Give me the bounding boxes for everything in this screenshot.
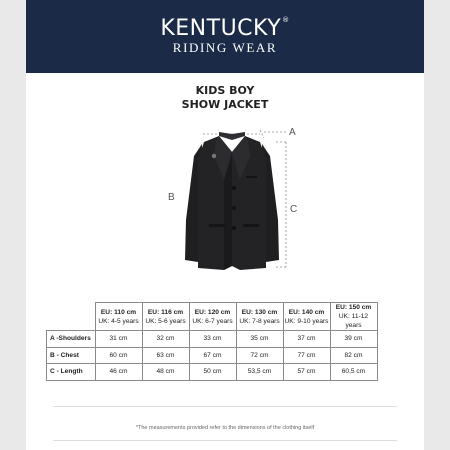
brand-subtitle: RIDING WEAR [172, 40, 278, 55]
divider [53, 406, 397, 407]
jacket-shape [185, 132, 279, 270]
size-column-header [189, 303, 236, 331]
table-row [47, 331, 378, 348]
table-cell: 82 cm [330, 347, 377, 364]
table-cell: 46 cm [95, 364, 142, 381]
eu-size: EU: 130 cm [241, 308, 278, 316]
table-cell: 39 cm [330, 331, 377, 348]
eu-size: EU: 150 cm [335, 304, 372, 311]
product-title [26, 84, 424, 112]
uk-size: UK: 11-12 years [338, 313, 369, 329]
dimension-label-c: C [290, 204, 298, 215]
uk-size: UK: 9-10 years [284, 317, 329, 325]
product-title-line2: SHOW JACKET [181, 98, 269, 111]
size-column-header [95, 303, 142, 331]
table-cell: 35 cm [236, 331, 283, 348]
size-table [46, 302, 378, 381]
uk-size: UK: 4-5 years [98, 317, 139, 325]
size-column-header [283, 303, 330, 331]
eu-size: EU: 140 cm [288, 308, 325, 316]
size-column-header [142, 303, 189, 331]
table-cell: 72 cm [236, 347, 283, 364]
footnote: *The measurements provided refer to the dimensions of the clothing itself [135, 425, 315, 431]
size-column-header [236, 303, 283, 331]
brand-name: KENTUCKY [160, 16, 282, 41]
table-cell: 60,5 cm [330, 364, 377, 381]
brand-logo [26, 16, 424, 41]
uk-size: UK: 5-6 years [145, 317, 186, 325]
jacket-illustration [26, 120, 424, 280]
table-row [47, 347, 378, 364]
product-title-line1: KIDS BOY [195, 84, 255, 97]
table-cell: 37 cm [283, 331, 330, 348]
row-label: A -Shoulders [47, 331, 96, 348]
table-cell: 77 cm [283, 347, 330, 364]
dimension-label-b: B [168, 192, 175, 203]
brand-header [26, 0, 424, 73]
table-cell: 50 cm [189, 364, 236, 381]
table-cell: 48 cm [142, 364, 189, 381]
registered-mark: ® [282, 16, 290, 24]
table-cell: 31 cm [95, 331, 142, 348]
eu-size: EU: 110 cm [100, 308, 137, 316]
divider [53, 440, 397, 441]
size-chart-sheet [26, 0, 424, 450]
jacket-figure [26, 120, 424, 280]
table-cell: 60 cm [95, 347, 142, 364]
dimension-label-a: A [289, 127, 296, 138]
table-cell: 33 cm [189, 331, 236, 348]
eu-size: EU: 116 cm [147, 308, 184, 316]
row-label: C - Length [47, 364, 96, 381]
size-table-corner [47, 303, 96, 331]
size-table-header-row [47, 303, 378, 331]
table-cell: 53,5 cm [236, 364, 283, 381]
table-cell: 67 cm [189, 347, 236, 364]
eu-size: EU: 120 cm [194, 308, 231, 316]
uk-size: UK: 6-7 years [192, 317, 233, 325]
size-column-header [330, 303, 377, 331]
table-cell: 63 cm [142, 347, 189, 364]
table-cell: 57 cm [283, 364, 330, 381]
table-row [47, 364, 378, 381]
row-label: B - Chest [47, 347, 96, 364]
table-cell: 32 cm [142, 331, 189, 348]
uk-size: UK: 7-8 years [239, 317, 280, 325]
